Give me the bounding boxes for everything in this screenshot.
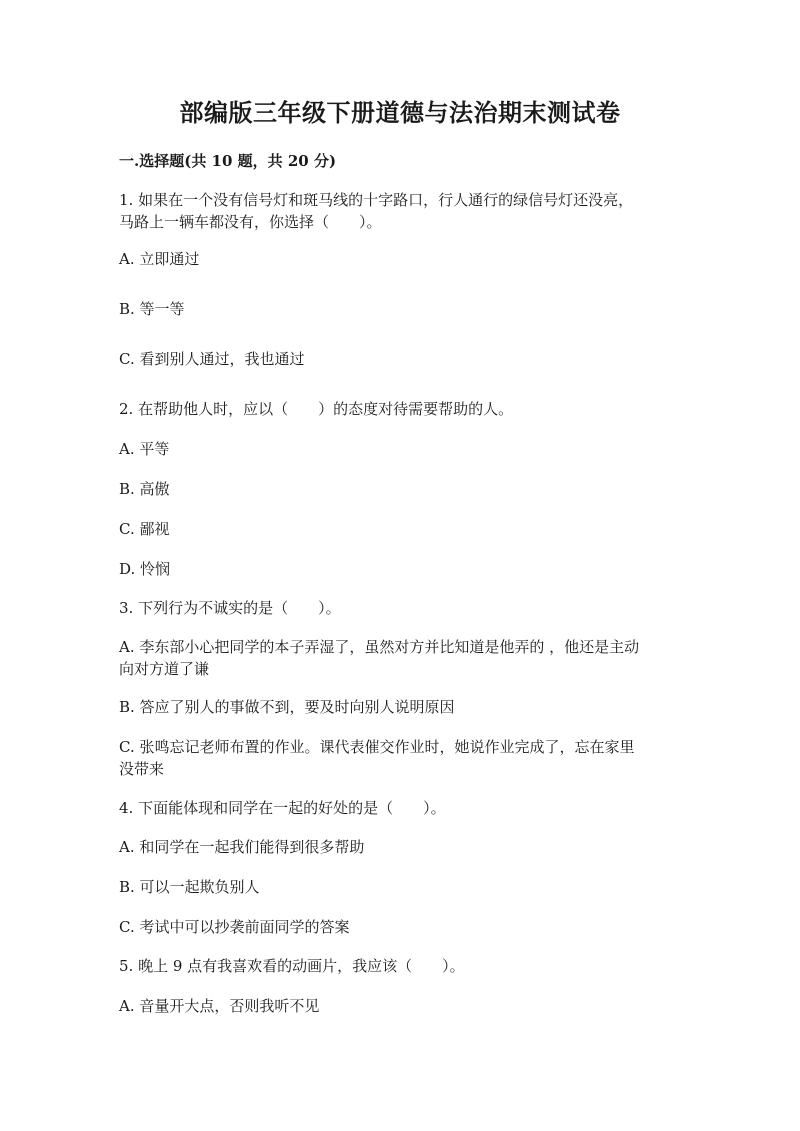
question-1-option-c: C. 看到别人通过，我也通过 (119, 350, 305, 368)
question-2-stem: 2. 在帮助他人时，应以（ ）的态度对待需要帮助的人。 (119, 400, 514, 418)
question-4-option-a: A. 和同学在一起我们能得到很多帮助 (119, 838, 365, 856)
question-4-option-b: B. 可以一起欺负别人 (119, 878, 260, 896)
page-title: 部编版三年级下册道德与法治期末测试卷 (179, 98, 621, 127)
question-1-stem-line-2: 马路上一辆车都没有，你选择（ ）。 (119, 213, 382, 231)
question-1-stem-line-1: 1. 如果在一个没有信号灯和斑马线的十字路口，行人通行的绿信号灯还没亮， (119, 191, 634, 209)
question-2-option-a: A. 平等 (119, 440, 170, 458)
question-3-option-b: B. 答应了别人的事做不到，要及时向别人说明原因 (119, 698, 455, 716)
question-2-option-b: B. 高傲 (119, 480, 170, 498)
question-3-option-a-line-2: 向对方道了谦 (119, 660, 210, 678)
question-4-stem: 4. 下面能体现和同学在一起的好处的是（ ）。 (119, 799, 446, 817)
question-1-option-b: B. 等一等 (119, 300, 185, 318)
section-heading: 一.选择题(共 10 题，共 20 分) (119, 152, 337, 170)
question-5-stem: 5. 晚上 9 点有我喜欢看的动画片，我应该（ ）。 (119, 957, 465, 975)
question-3-stem: 3. 下列行为不诚实的是（ ）。 (119, 599, 341, 617)
question-1-option-a: A. 立即通过 (119, 250, 200, 268)
question-2-option-d: D. 怜悯 (119, 560, 171, 578)
question-3-option-c-line-2: 没带来 (119, 760, 165, 778)
question-5-option-a: A. 音量开大点，否则我听不见 (119, 997, 320, 1015)
question-2-option-c: C. 鄙视 (119, 520, 170, 538)
question-4-option-c: C. 考试中可以抄袭前面同学的答案 (119, 918, 350, 936)
question-3-option-c-line-1: C. 张鸣忘记老师布置的作业。课代表催交作业时，她说作业完成了，忘在家里 (119, 738, 635, 756)
question-3-option-a-line-1: A. 李东部小心把同学的本子弄湿了，虽然对方并比知道是他弄的 ，他还是主动 (119, 638, 640, 656)
